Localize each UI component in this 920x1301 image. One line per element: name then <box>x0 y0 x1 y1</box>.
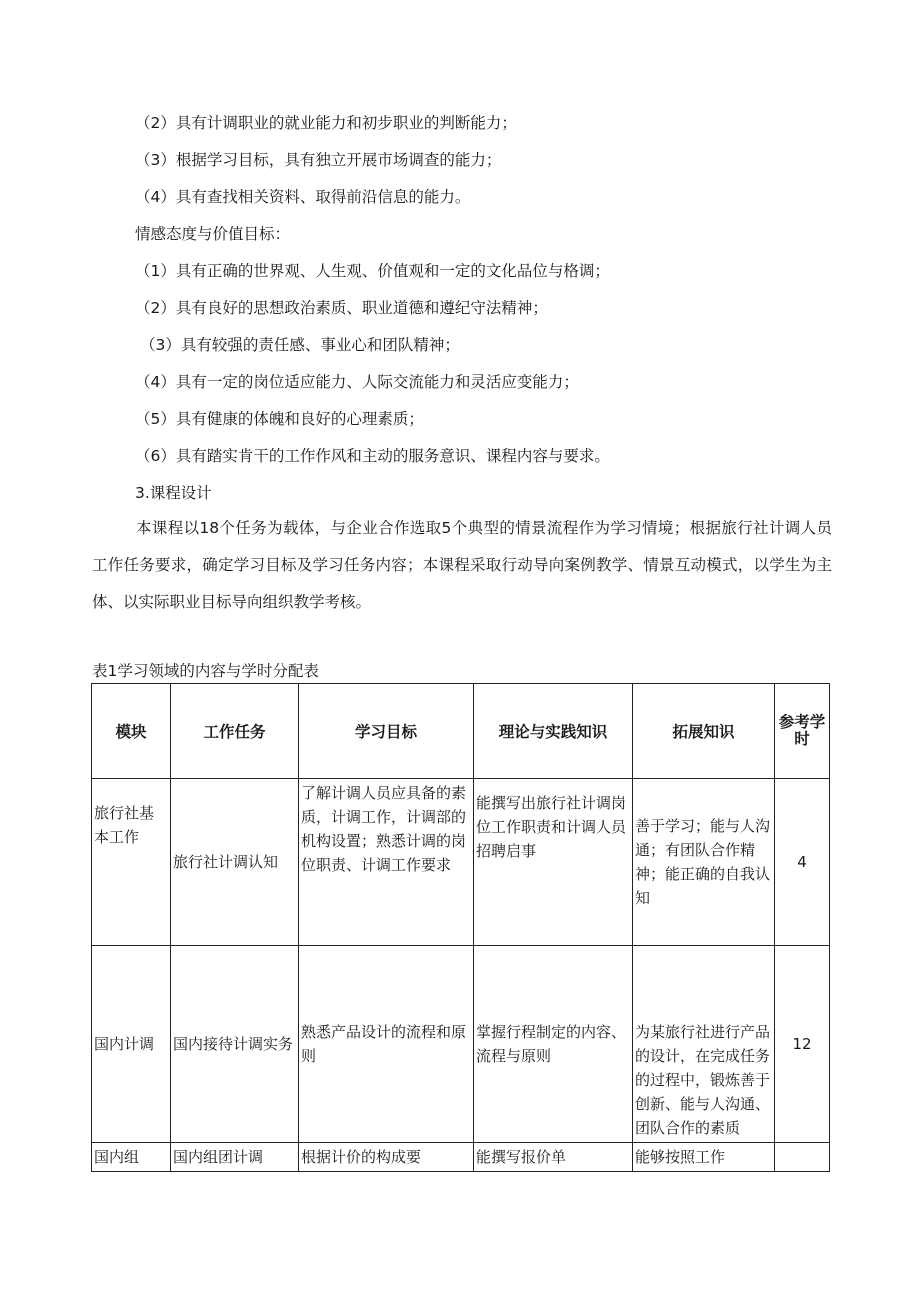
table-header-row <box>92 684 830 779</box>
ability-item: （2）具有计调职业的就业能力和初步职业的判断能力； <box>135 114 517 132</box>
emotion-item: （3）具有较强的责任感、事业心和团队精神； <box>140 336 460 354</box>
cell-task: 国内组团计调 <box>171 1143 299 1172</box>
emotion-item: （1）具有正确的世界观、人生观、价值观和一定的文化品位与格调； <box>135 262 610 280</box>
header-knowledge: 理论与实践知识 <box>474 684 633 779</box>
cell-knowledge: 能撰写出旅行社计调岗位工作职责和计调人员招聘启事 <box>474 779 633 946</box>
emotion-item: （5）具有健康的体魄和良好的心理素质； <box>135 410 424 428</box>
cell-module: 国内组 <box>92 1143 171 1172</box>
content-hours-table <box>91 683 830 1172</box>
table-row <box>92 1143 830 1172</box>
header-hours: 参考学时 <box>775 684 830 779</box>
header-module: 模块 <box>92 684 171 779</box>
cell-hours: 4 <box>775 779 830 946</box>
cell-module: 国内计调 <box>92 946 171 1143</box>
table-row <box>92 779 830 946</box>
cell-extension: 能够按照工作 <box>633 1143 775 1172</box>
header-goal: 学习目标 <box>299 684 474 779</box>
cell-extension: 为某旅行社进行产品的设计，在完成任务的过程中，锻炼善于创新、能与人沟通、团队合作的素质 <box>633 946 775 1143</box>
emotion-item: （2）具有良好的思想政治素质、职业道德和遵纪守法精神； <box>135 299 548 317</box>
cell-goal: 了解计调人员应具备的素质，计调工作，计调部的机构设置；熟悉计调的岗位职责、计调工作要求 <box>299 779 474 946</box>
header-task: 工作任务 <box>171 684 299 779</box>
cell-hours <box>775 1143 830 1172</box>
table-caption: 表1学习领域的内容与学时分配表 <box>92 662 319 680</box>
cell-task: 旅行社计调认知 <box>171 779 299 946</box>
section-heading: 3.课程设计 <box>135 484 212 502</box>
cell-goal: 熟悉产品设计的流程和原则 <box>299 946 474 1143</box>
header-extension: 拓展知识 <box>633 684 775 779</box>
section-paragraph: 本课程以18个任务为载体，与企业合作选取5个典型的情景流程作为学习情境；根据旅行社计调人员工作任务要求，确定学习目标及学习任务内容；本课程采取行动导向案例教学、情景互动模式，以学生为主体、以实际职业目标导向组织教学考核。 <box>92 519 832 611</box>
cell-knowledge: 能撰写报价单 <box>474 1143 633 1172</box>
cell-task: 国内接待计调实务 <box>171 946 299 1143</box>
cell-knowledge: 掌握行程制定的内容、流程与原则 <box>474 946 633 1143</box>
emotion-heading: 情感态度与价值目标： <box>135 225 291 243</box>
cell-module: 旅行社基本工作 <box>92 779 171 946</box>
ability-item: （4）具有查找相关资料、取得前沿信息的能力。 <box>135 188 471 206</box>
table-row <box>92 946 830 1143</box>
emotion-item: （4）具有一定的岗位适应能力、人际交流能力和灵活应变能力； <box>135 373 579 391</box>
cell-hours: 12 <box>775 946 830 1143</box>
emotion-item: （6）具有踏实肯干的工作作风和主动的服务意识、课程内容与要求。 <box>135 447 610 465</box>
cell-goal: 根据计价的构成要 <box>299 1143 474 1172</box>
ability-item: （3）根据学习目标，具有独立开展市场调查的能力； <box>135 151 502 169</box>
cell-extension: 善于学习；能与人沟通；有团队合作精神；能正确的自我认知 <box>633 779 775 946</box>
